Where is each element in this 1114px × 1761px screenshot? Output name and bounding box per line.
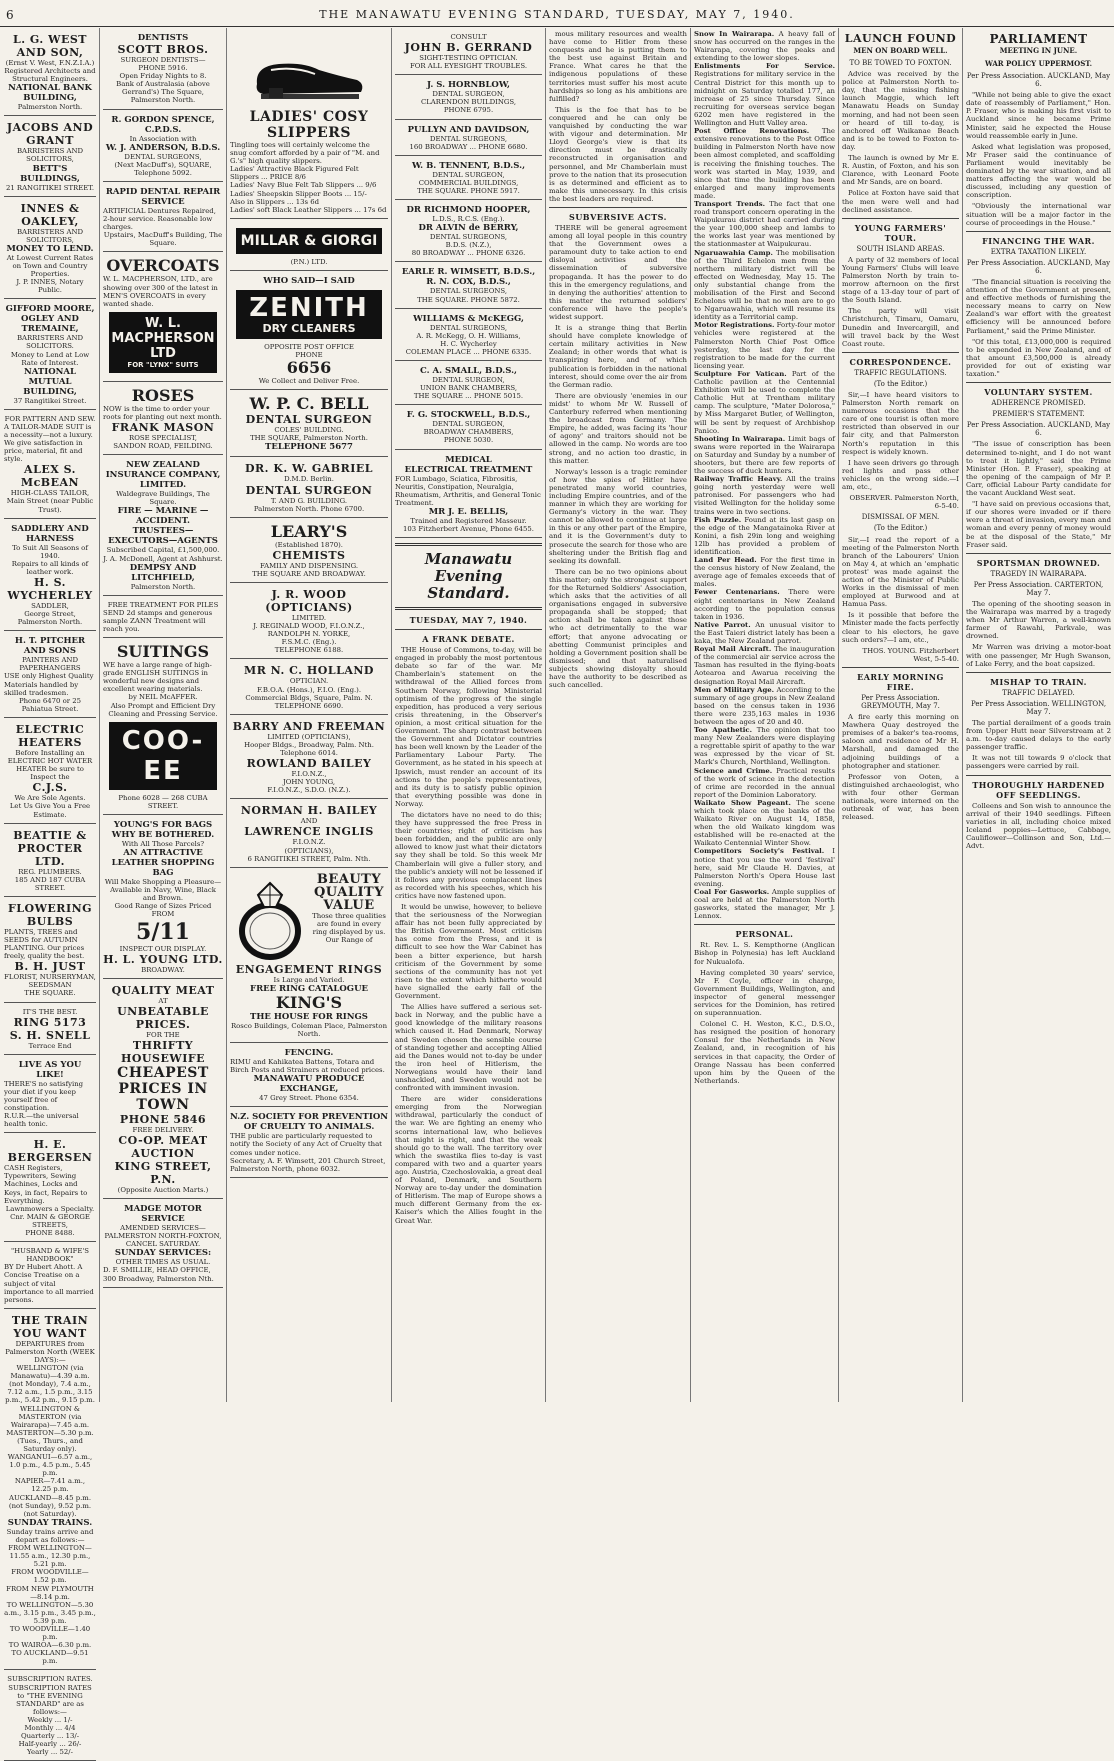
column-rule bbox=[226, 28, 227, 1402]
dateline: Per Press Association. GREYMOUTH, May 7. bbox=[861, 693, 940, 710]
ad-beattie-procter: BEATTIE & PROCTER LTD. REG. PLUMBERS. 185 AND 187 CUBA STREET. bbox=[4, 826, 96, 897]
column-9 bbox=[966, 30, 1111, 1402]
ad-hooper-deberry: DR RICHMOND HOOPER, L.D.S., R.C.S. (Eng.). DR ALVIN de BERRY, DENTAL SURGEONS, B.D.S. (N.Z.), 80 BROADWAY ... PHONE 6326. bbox=[395, 202, 542, 262]
ad-snell-butcher: IT'S THE BEST. RING 5173 S. H. SNELL Terrace End bbox=[4, 1005, 96, 1055]
article-paragraph: There can be no two opinions about this matter; only the strongest support for the Returned Soldiers' Association, which asks that the activities of all organisations engaged in subversive propaganda shall be stopped; that action shall be taken against those who act detrimentally to the war effort; that anyone advocating or abetting Communist principles and holding a Government position shall be dismissed; and that naturalised subjects showing disloyalty should have the authority to be described as such cancelled. bbox=[549, 567, 687, 690]
news-item: Waikato Show Pageant. The scene which took place on the banks of the Waikato River on August 14, 1858, when the old Waikato kingdom was established will be re-enacted at the Waikato Centennial Winter Show. bbox=[694, 798, 835, 848]
ad-stockwell-dental: F. G. STOCKWELL, B.D.S., DENTAL SURGEON, BROADWAY CHAMBERS, PHONE 5030. bbox=[395, 407, 542, 449]
article-headline: FINANCING THE WAR. bbox=[982, 235, 1095, 246]
newspaper-title: THE MANAWATU EVENING STANDARD, TUESDAY, MAY 7, 1940. bbox=[319, 8, 795, 21]
article-paragraph: Mr Warren was driving a motor-boat with one passenger, Mr Hugh Swanson, of Lake Ferry, and the boat capsized. bbox=[966, 643, 1111, 668]
column-rule bbox=[838, 28, 839, 1402]
article-subhead: MEN ON BOARD WELL. bbox=[853, 46, 948, 55]
ad-bergersen: H. E. BERGERSEN CASH Registers, Typewriters, Sewing Machines, Locks and Keys, in fact, Repairs to Everything. Lawnmowers a Specialty. Cnr. MAIN & GEORGE STREETS, PHONE 8488. bbox=[4, 1135, 96, 1242]
news-item: Shooting In Wairarapa. Limit bags of swans were reported in the Wairarapa on Saturday and Sunday by a number of shooters, but there are few reports of the success of duck hunters. bbox=[694, 434, 835, 476]
ad-jr-wood-opticians: J. R. WOOD (OPTICIANS) LIMITED. J. REGINALD WOOD, F.I.O.N.Z., RANDOLPH N. YORKE, F.S.M.C. (Eng.). TELEPHONE 6188. bbox=[230, 585, 388, 659]
ad-youngs-bags: YOUNG'S FOR BAGS WHY BE BOTHERED. With All Those Parcels? AN ATTRACTIVE LEATHER SHOPPING BAG Will Make Shopping a Pleasure— Available in Navy, Wine, Black and Brown. Good Range of Sizes Priced FROM 5/11 INSPECT OUR DISPLAY. H. L. YOUNG LTD. BROADWAY. bbox=[103, 817, 223, 979]
article-paragraph: mous military resources and wealth have come to Hitler from these conquests and he is putting them to the best use against Britain and France. What cares he that the indigenous populations of these territories must suffer his most acute hardships so long as his ambitions are fulfilled? bbox=[549, 30, 687, 103]
news-item: Snow In Wairarapa. A heavy fall of snow has occurred on the ranges in the Wairarapa, covering the peaks and extending to the lower slopes. bbox=[694, 30, 835, 63]
millar-giorgi-logo: MILLAR & GIORGI bbox=[236, 228, 382, 254]
news-item: Motor Registrations. Forty-four motor vehicles were registered at the Palmerston North Chief Post Office yesterday, the last day for the registration to be made for the current licensing year. bbox=[694, 321, 835, 370]
ad-williams-mckegg: WILLIAMS & McKEGG, DENTAL SURGEONS, A. R. McKegg, O. H. Williams, H. C. Wycherley COLEMAN PLACE ... PHONE 6335. bbox=[395, 311, 542, 361]
ad-gordon-spence: R. GORDON SPENCE, C.P.D.S. In Association with W. J. ANDERSON, B.D.S. DENTAL SURGEONS, (Next MacDuff's), SQUARE, Telephone 5092. bbox=[103, 112, 223, 182]
personal-item: Having completed 30 years' service, Mr F. Coyle, officer in charge, Government Buildings, Wellington, and inspector of general messenger services for the Dominion, has retired on superannuation. bbox=[694, 968, 835, 1018]
ad-handbook: "HUSBAND & WIFE'S HANDBOOK" BY Dr Hubert Ahott. A Concise Treatise on a subject of vital importance to all married persons. bbox=[4, 1244, 96, 1309]
article-paragraph: There are wider considerations emerging from the Norwegian withdrawal, particularly the conduct of the war. We are fighting an enemy who scorns international law, who believes that might is right, and that the weak should go to the wall. The territory over which the swastika flies to-day is vast compared with two and a quarter years ago. Austria, Czechoslovakia, a great deal of Poland, Denmark, and Southern Norway are to-day under the domination of Hitlerism. The map of Europe shows a much different Germany from the ex-Kaiser's which the Allies fought in the Great War. bbox=[395, 1095, 542, 1225]
ad-medical-electrical: MEDICAL ELECTRICAL TREATMENT FOR Lumbago, Sciatica, Fibrositis, Neuritis, Constipation, Neuralgia, Rheumatism, Arthritis, and General Tonic Treatment. MR J. E. BELLIS, Trained and Registered Masseur. 103 Fitzherbert Avenue, Phone 6455. bbox=[395, 452, 542, 539]
column-rule bbox=[99, 28, 100, 1402]
ad-barry-freeman: BARRY AND FREEMAN LIMITED (OPTICIANS), Hooper Bldgs., Broadway, Palm. Nth. Telephone 6014. ROWLAND BAILEY F.I.O.N.Z., JOHN YOUNG, F.I.O.N.Z., S.D.O. (N.Z.). bbox=[230, 717, 388, 800]
article-subhead: TRAFFIC REGULATIONS. bbox=[854, 368, 947, 377]
ad-hornblow: J. S. HORNBLOW, DENTAL SURGEON, CLARENDON BUILDINGS, PHONE 6795. bbox=[395, 77, 542, 119]
page-number: 6 bbox=[6, 8, 14, 22]
article-paragraph: The Allies have suffered a serious set-back in Norway, and the public have a good knowledge of the military reasons which caused it. Had Denmark, Norway and Sweden chosen the sensible course of standing together and accepting Allied aid the Danes would not to-day be under the iron heel of Hitlerism, the Norwegians would have their land unshackled, and Sweden would not be confronted with imminent invasion. bbox=[395, 1003, 542, 1093]
news-item: Men of Military Age. According to the summary of age groups in New Zealand based on the census taken in 1936 there were 235,163 males in 1936 between the ages of 20 and 40. bbox=[694, 685, 835, 726]
ad-gerrand-optician: CONSULT JOHN B. GERRAND SIGHT-TESTING OPTICIAN. FOR ALL EYESIGHT TROUBLES. bbox=[395, 30, 542, 75]
ad-pullyn-davidson: PULLYN AND DAVIDSON, DENTAL SURGEONS, 160 BROADWAY ... PHONE 6680. bbox=[395, 122, 542, 156]
correspondence-heading: CORRESPONDENCE. bbox=[849, 356, 952, 367]
article-paragraph: A fire early this morning on Mawhera Quay destroyed the premises of a baker's tea-rooms, saloon and residence of Mr H. Marshall, and damaged the adjoining buildings of a photographer and stationer. bbox=[842, 713, 959, 770]
news-item: Railway Traffic Heavy. All the trains going north yesterday were well patronised. For passengers who had visited Wellington for the holiday some trains were in two sections. bbox=[694, 475, 835, 516]
article-paragraph: "The financial situation is receiving the attention of the Government at present, and effective methods of furnishing the necessary means to carry on New Zealand's war effort with the greatest efficiency will be announced before Parliament," said the Prime Minister. bbox=[966, 277, 1111, 335]
column-8 bbox=[842, 30, 959, 1402]
train-timetable: THE TRAIN YOU WANT DEPARTURES from Palmerston North (WEEK DAYS):— WELLINGTON (via Manawatu)—4.39 a.m. (not Monday), 7.4 a.m., 7.12 a.m., 1.5 p.m., 3.15 p.m., 5.42 p.m., 9.15 p.m. WELLINGTON & MASTERTON (via Wairarapa)—7.45 a.m. MASTERTON—5.30 p.m. (Tues., Thurs., and Saturday only). WANGANUI—6.57 a.m., 1.0 p.m., 4.5 p.m., 5.45 p.m. NAPIER—7.41 a.m., 12.25 p.m. AUCKLAND—8.45 p.m. (not Sunday), 9.52 p.m. (not Saturday). SUNDAY TRAINS. Sunday trains arrive and depart as follows:— FROM WELLINGTON—11.55 a.m., 12.30 p.m., 5.21 p.m. FROM WOODVILLE—1.52 p.m. FROM NEW PLYMOUTH—8.14 p.m. TO WELLINGTON—5.30 a.m., 3.15 p.m., 3.45 p.m., 5.39 p.m. TO WOODVILLE—1.40 p.m. TO WAIROA—6.30 p.m. TO AUCKLAND—9.51 p.m. bbox=[4, 1311, 96, 1671]
column-rule bbox=[962, 28, 963, 1402]
ad-gifford-moore: GIFFORD MOORE, OGLEY AND TREMAINE, BARRISTERS AND SOLICITORS. Money to Lend at Low Rate of Interest. NATIONAL MUTUAL BUILDING, 37 Rangitikei Street. bbox=[4, 301, 96, 409]
article-subhead: TRAGEDY IN WAIRARAPA. bbox=[990, 569, 1087, 578]
ad-zenith-dry-cleaners: WHO SAID—I SAID ZENITH DRY CLEANERS OPPOSITE POST OFFICE PHONE 6656 We Collect and Deliver Free. bbox=[230, 273, 388, 390]
column-rule bbox=[391, 28, 392, 1402]
ad-scott-bros: DENTISTS SCOTT BROS. SURGEON DENTISTS— PHONE 5916. Open Friday Nights to 8. Bank of Australasia (above Gerrand's) The Square, Palmerston North. bbox=[103, 30, 223, 110]
ad-fencing: FENCING. RIMU and Kahikatea Battens, Totara and Birch Posts and Strainers at reduced prices. MANAWATU PRODUCE EXCHANGE, 47 Grey Street. Phone 6354. bbox=[230, 1045, 388, 1107]
ad-madge-motor: MADGE MOTOR SERVICE AMENDED SERVICES— PALMERSTON NORTH-FOXTON, CANCEL SATURDAY. SUNDAY SERVICES: OTHER TIMES AS USUAL. D. F. SMILLIE, HEAD OFFICE, 300 Broadway, Palmerston Nth. bbox=[103, 1201, 223, 1288]
ad-learys-chemists: LEARY'S (Established 1870). CHEMISTS FAMILY AND DISPENSING. THE SQUARE AND BROADWAY. bbox=[230, 520, 388, 583]
letter-paragraph: Is it possible that before the Minister made the facts perfectly clear to his electors, he gave such orders?—I am, etc., bbox=[842, 611, 959, 644]
column-6-news-items bbox=[694, 30, 835, 1402]
article-headline: SUBVERSIVE ACTS. bbox=[569, 211, 667, 222]
ad-bell-dental: W. P. C. BELL DENTAL SURGEON COLES' BUILDING. THE SQUARE, Palmerston North. TELEPHONE 5677 bbox=[230, 392, 388, 457]
article-paragraph: THE House of Commons, to-day, will be engaged in probably the most portentous debate so far of the war. Mr Chamberlain's statement on the withdrawal of the Allied forces from Southern Norway, following Ministerial optimism of the progress of the single expedition, has produced a very serious crisis threatening, in the Observer's opinion, a most critical situation for the Government. The sharp contrast between the Government and Dictator countries has been well known by the Leader of the Parliamentary Labour Party. The Government, as he stated in his speech at Ipswich, must render an account of its actions to the people's representatives, and its duty is to satisfy public opinion that everything possible was done in Norway. bbox=[395, 646, 542, 808]
news-item: Competitors Society's Festival. I notice that you use the word 'festival' here, said Mr Claude H. Davies, at Palmerston North's Opera House last evening. bbox=[694, 847, 835, 888]
dateline: Per Press Association. AUCKLAND, May 6. bbox=[966, 421, 1111, 438]
ad-flowering-bulbs: FLOWERING BULBS PLANTS, TREES and SEEDS for AUTUMN PLANTING. Our prices freely, quality the best. B. H. JUST FLORIST, NURSERYMAN, SEEDSMAN THE SQUARE. bbox=[4, 899, 96, 1003]
ad-nz-insurance: NEW ZEALAND INSURANCE COMPANY, LIMITED. Waldegrave Buildings, The Square. FIRE — MARINE — ACCIDENT. TRUSTEES—EXECUTORS—AGENTS Subscribed Capital, £1,500,000. J. A. McDonell, Agent at Ashhurst. DEMPSY AND LITCHFIELD, Palmerston North. bbox=[103, 457, 223, 595]
article-paragraph: It was not till towards 9 o'clock that passengers were carried by rail. bbox=[966, 754, 1111, 771]
news-item: Science and Crime. Practical results of the work of science in the detection of crime are recorded in the annual report of the Dominion Laboratory. bbox=[694, 766, 835, 799]
ad-west-architects: L. G. WEST AND SON, (Ernst V. West, F.N.Z.I.A.) Registered Architects and Structural Engineers. NATIONAL BANK BUILDING, Palmerston North. bbox=[4, 30, 96, 116]
news-item: Post Office Renovations. The extensive renovations to the Post Office building in Palmerston North have now been almost completed, and scaffolding is receiving the finishing touches. The work was started in May, 1939, and since that time the building has been enlarged and many improvements made. bbox=[694, 127, 835, 200]
news-item: Too Apathetic. The opinion that too many New Zealanders were displaying a regrettable spirit of apathy to the war was expressed by the vicar of St. Mark's Church, Northland, Wellington. bbox=[694, 726, 835, 767]
news-item: Fewer Centenarians. There were eight centenarians in New Zealand according to the population census taken in 1936. bbox=[694, 588, 835, 621]
article-paragraph: A party of 32 members of local Young Farmers' Clubs will leave Palmerston North by train to-morrow afternoon on the first stage of a 13-day tour of part of the South Island. bbox=[842, 255, 959, 305]
article-paragraph: "Obviously the international war situation will be a major factor in the course of proceedings in the House." bbox=[966, 202, 1111, 227]
ad-small-dental: C. A. SMALL, B.D.S., DENTAL SURGEON, UNION BANK CHAMBERS, THE SQUARE ... PHONE 5015. bbox=[395, 363, 542, 405]
article-paragraph: Police at Foxton have said that the men were well and had declined assistance. bbox=[842, 189, 959, 214]
article-subhead: DISMISSAL OF MEN. bbox=[861, 513, 940, 522]
ad-jacobs-grant: JACOBS AND GRANT BARRISTERS AND SOLICITORS, BETT'S BUILDINGS, 21 RANGITIKEI STREET. bbox=[4, 118, 96, 196]
to-the-editor: (To the Editor.) bbox=[873, 524, 928, 533]
ad-seedlings-heading: THOROUGHLY HARDENED OFF SEEDLINGS. bbox=[972, 779, 1105, 800]
macpherson-logo: W. L. MACPHERSON LTD FOR "LYNX" SUITS bbox=[109, 312, 217, 373]
article-paragraph: Professor von Ooten, a distinguished archaeologist, who with four other German nationals, were interned on the outbreak of war, has been released. bbox=[842, 772, 959, 822]
dateline: Per Press Association. AUCKLAND, May 6. bbox=[966, 258, 1111, 275]
ad-wycherley-saddler: SADDLERY AND HARNESS To Suit All Seasons of 1940. Repairs to all kinds of leather work. H. S. WYCHERLEY SADDLER, George Street, Palmerston North. bbox=[4, 521, 96, 632]
personal-item: Colonel C. H. Weston, K.C., D.S.O., has resigned the position of honorary Consul for the Netherlands in New Zealand, and, in recognition of his services in that capacity, the Order of Orange Nassau has been conferred upon him by the Queen of the Netherlands. bbox=[694, 1020, 835, 1085]
personal-heading: PERSONAL. bbox=[735, 929, 794, 940]
dateline: Per Press Association. AUCKLAND, May 6. bbox=[966, 72, 1111, 89]
ad-gabriel-dental: DR. K. W. GABRIEL D.M.D. Berlin. DENTAL SURGEON T. AND G. BUILDING. Palmerston North. Phone 6700. bbox=[230, 459, 388, 517]
cooee-logo: COO-EE bbox=[109, 722, 217, 790]
ad-electric-heaters: ELECTRIC HEATERS Before Installing an ELECTRIC HOT WATER HEATER be sure to Inspect the C.J.S. We Are Sole Agents. Let Us Give You a Free Estimate. bbox=[4, 720, 96, 824]
article-subhead: SOUTH ISLAND AREAS. bbox=[856, 244, 945, 253]
news-item: Royal Mail Aircraft. The inauguration of the commercial air service across the Tasman has resulted in the flying-boats Aotearoa and Awarua receiving the designation Royal Mail Aircraft. bbox=[694, 645, 835, 686]
editorial-date: TUESDAY, MAY 7, 1940. bbox=[409, 615, 528, 626]
news-item: Sculpture For Vatican. Part of the Catholic pavilion at the Centennial Exhibition will be used to complete the Catholic Hut at Trentham military camp. The sculpture, "Mater Dolorosa," by Miss Margaret Butler, of Wellington, will be sent by request of Archbishop Panico. bbox=[694, 369, 835, 435]
article-headline: PARLIAMENT bbox=[989, 32, 1088, 46]
news-item: Coal For Gasworks. Ample supplies of coal are held at the Palmerston North gasworks, stated the manager, Mr J. Lennox. bbox=[694, 887, 835, 921]
dateline: Per Press Association. CARTERTON, May 7. bbox=[973, 580, 1104, 597]
letter-signoff: OBSERVER. Palmerston North, 6-5-40. bbox=[849, 494, 959, 511]
article-paragraph: The opening of the shooting season in the Wairarapa was marred by a tragedy when Mr Arthur Warren, a well-known farmer of Rawahi, Parkvale, was drowned. bbox=[966, 599, 1111, 641]
ad-piles-treatment: FREE TREATMENT FOR PILES SEND 2d stamps and generous sample ZANN Treatment will reach you. bbox=[103, 598, 223, 638]
letter-paragraph: Sir,—I read the report of a meeting of the Palmerston North branch of the Labourers' Union on May 4, at which an 'emphatic protest' was made against the action of the Minister of Public Works in the dismissal of men employed at Burwood and at Hamua Pass. bbox=[842, 535, 959, 609]
article-paragraph: The dictators have no need to do this; they have suppressed the free Press in their countries; right of criticism has been forbidden, and the public are only allowed to know just what their dictators say they shall be told. So this week Mr Chamberlain will give a fuller story, and the public's anxiety will not be lessened if it follows any previous complacent lines as recorded with his speeches, which his critics have now fastened upon. bbox=[395, 810, 542, 900]
letter-paragraph: I have seen drivers go through red lights and pass other vehicles on the wrong side.—I am, etc., bbox=[842, 458, 959, 492]
ad-pitcher-painters: H. T. PITCHER AND SONS PAINTERS AND PAPERHANGERS USE only Highest Quality Materials handled by skilled tradesmen. Phone 6470 or 25 Pahiatua Street. bbox=[4, 633, 96, 718]
column-3-ads bbox=[230, 30, 388, 1402]
ad-spca: N.Z. SOCIETY FOR PREVENTION OF CRUELTY TO ANIMALS. THE public are particularly requested to notify the Society of any Act of Cruelty that comes under notice. Secretary, A. F. Wimsett, 201 Church Street, Palmerston North, phone 6032. bbox=[230, 1109, 388, 1177]
article-subhead: WAR POLICY UPPERMOST. bbox=[984, 59, 1093, 68]
letter-paragraph: Sir,—I have heard visitors to Palmerston North remark on numerous occasions that the care of one tourist is often more restricted than observed in our fair city, and that Palmerston North's reputation in this respect is widely known. bbox=[842, 391, 959, 456]
news-item: Transport Trends. The fact that one road transport concern operating in the Waipukurau district had carried during the year 100,000 sheep and lambs to the works last year was mentioned by the stationmaster at Waipukurau. bbox=[694, 199, 836, 249]
news-item: Land Per Head. For the first time in the census history of New Zealand, the average age of females exceeds that of males. bbox=[694, 556, 835, 589]
article-paragraph: "Of this total, £13,000,000 is required to be expended in New Zealand, and of that amount £3,500,000 is already provided for out of existing war taxation." bbox=[966, 337, 1111, 378]
column-rule bbox=[690, 28, 691, 1402]
article-headline: YOUNG FARMERS' TOUR. bbox=[854, 222, 947, 243]
ad-mcbean-tailor: FOR PATTERN AND SEW. A TAILOR-MADE SUIT is a necessity—not a luxury. We give satisfaction in price, material, fit and style. ALEX S. McBEAN HIGH-CLASS TAILOR, Main Street (near Public Trust). bbox=[4, 412, 96, 519]
column-rule bbox=[545, 28, 546, 1402]
ad-bailey-inglis: NORMAN H. BAILEY AND LAWRENCE INGLIS F.I.O.N.Z. (OPTICIANS), 6 RANGITIKEI STREET, Palm. Nth. bbox=[230, 801, 388, 867]
column-2-ads bbox=[103, 30, 223, 1402]
article-subhead: ADHERENCE PROMISED. bbox=[991, 399, 1086, 408]
column-4 bbox=[395, 30, 542, 1402]
article-headline: SPORTSMAN DROWNED. bbox=[976, 557, 1101, 568]
article-paragraph: "I have said on previous occasions that, if our shores were invaded or if there were a threat of invasion, every man and woman and every penny of money would be at the disposal of the State," Mr Fraser said. bbox=[966, 500, 1111, 549]
article-paragraph: The launch is owned by Mr E. R. Austin, of Foxton, and his son Clarence, with Leonard Foote and Mr Sands, are on board. bbox=[842, 154, 959, 187]
dateline: Per Press Association. WELLINGTON, May 7. bbox=[970, 699, 1107, 716]
ad-seedlings-text: Colleens and Son wish to announce the arrival of their 1940 seedlings. Fifteen varieties in all, including choice mixed Iceland poppies—Lettuce, Cabbage, Cauliflower—Collinson and Son, Ltd.—Advt. bbox=[966, 801, 1111, 851]
personal-item: Rt. Rev. L. S. Kempthorne (Anglican Bishop in Polynesia) has left Auckland for Nukualofa. bbox=[694, 941, 835, 966]
article-headline: LAUNCH FOUND bbox=[844, 32, 957, 45]
article-subhead: PREMIER'S STATEMENT. bbox=[992, 410, 1085, 419]
slipper-illustration bbox=[249, 36, 369, 106]
column-1-ads bbox=[4, 30, 96, 1757]
article-paragraph: The party will visit Christchurch, Timaru, Oamaru, Dunedin and Invercargill, and will travel back by the West Coast route. bbox=[842, 307, 959, 348]
article-paragraph: "While not being able to give the exact date of reassembly of Parliament," Hon. P. Fraser, who is making his first visit to Auckland since he became Prime Minister, said he expected the House would reassemble early in June. bbox=[966, 91, 1111, 140]
ad-macpherson-overcoats: OVERCOATS W. L. MACPHERSON, LTD., are showing over 300 of the latest in MEN'S OVERCOATS in every wanted shade. W. L. MACPHERSON LTD FOR "LYNX" SUITS bbox=[103, 254, 223, 381]
article-paragraph: This is the foe that has to be conquered and he can only be vanquished by conducting the war with vigour and determination. Mr Lloyd George's view is that its direction must be drastically reconstructed in organisation and personnel, and Mr Chamberlain must prove to the nation that its prosecution is as determined and efficient as to make this unnecessary. In this crisis the best leaders are required. bbox=[549, 105, 687, 203]
engagement-ring-illustration bbox=[230, 873, 310, 963]
article-paragraph: THERE will be general agreement among all loyal people in this country that the Government owes a paramount duty to take action to end disloyal activities and the dissemination of subversive propaganda. It has the power to do this in the emergency regulations, and in denying the authorities' attention to this matter the returned soldiers' conference will have the people's widest support. bbox=[549, 223, 687, 321]
subscription-rates: SUBSCRIPTION RATES. SUBSCRIPTION RATES to "THE EVENING STANDARD" are as follows:— Weekly ... 1/- Monthly ... 4/4 Quarterly ... 13/- Half-yearly ... 26/- Yearly ... 52/- bbox=[4, 1672, 96, 1761]
news-item: Native Parrot. An unusual visitor to the East Taieri district lately has been a kaka, the New Zealand parrot. bbox=[694, 620, 835, 646]
article-subhead: TRAFFIC DELAYED. bbox=[1002, 688, 1075, 697]
ad-wimsett-cox: EARLE R. WIMSETT, B.D.S., R. N. COX, B.D.S., DENTAL SURGEONS, THE SQUARE. PHONE 5872. bbox=[395, 264, 542, 308]
article-headline: VOLUNTARY SYSTEM. bbox=[984, 387, 1093, 398]
ad-tennent: W. B. TENNENT, B.D.S., DENTAL SURGEON, COMMERCIAL BUILDINGS, THE SQUARE. PHONE 5917. bbox=[395, 158, 542, 200]
masthead bbox=[0, 0, 1114, 27]
article-paragraph: The partial derailment of a goods train from Upper Hutt near Silverstream at 2 a.m. to-day caused delays to the early passenger traffic. bbox=[966, 719, 1111, 752]
article-paragraph: It is a strange thing that Berlin should have complete knowledge of certain military activities in New Zealand; in other words that what is transpiring here, and of which publication is forbidden in the national interest, should come over the air from the German radio. bbox=[549, 324, 687, 389]
ad-kings-rings: BEAUTY QUALITY VALUE Those three qualities are found in every ring displayed by us. Our Range of ENGAGEMENT RINGS Is Large and Varied. FREE RING CATALOGUE KING'S THE HOUSE FOR RINGS Rosco Buildings, Coleman Place, Palmerston North. bbox=[230, 870, 388, 1043]
article-subhead: TO BE TOWED TO FOXTON. bbox=[849, 59, 952, 67]
article-subhead: EXTRA TAXATION LIKELY. bbox=[990, 247, 1087, 256]
letter-signoff: THOS. YOUNG. Fitzherbert West, 5-5-40. bbox=[862, 646, 959, 663]
article-headline: EARLY MORNING FIRE. bbox=[857, 671, 944, 692]
article-paragraph: Advice was received by the police at Palmerston North to-day, that the missing fishing launch Maggie, which left Manawatu Heads on Sunday morning, and had not been seen or heard of till to-day, is anchored off Waikanae Beach and is to be towed to Foxton to-day. bbox=[842, 70, 959, 151]
ad-ladies-slippers: LADIES' COSY SLIPPERS Tingling toes will certainly welcome the snug comfort afforded by a pair of "M. and G.'s" high quality slippers. Ladies' Attractive Black Figured Felt Slippers ... PRICE 8/6 Ladies' Navy Blue Felt Tab Slippers ... 9/6 Ladies' Sheepskin Slipper Boots ... 15/- Also in Slippers ... 13s 6d Ladies' soft Black Leather Slippers ... 17s 6d bbox=[230, 30, 388, 219]
ad-millar-giorgi: MILLAR & GIORGI (P.N.) LTD. bbox=[230, 221, 388, 271]
ad-holland-optician: MR N. C. HOLLAND OPTICIAN. F.B.O.A. (Hons.), F.I.O. (Eng.). Commercial Bldgs, Square, Palm. N. TELEPHONE 6690. bbox=[230, 661, 388, 714]
article-subhead: MEETING IN JUNE. bbox=[999, 46, 1078, 55]
to-the-editor: (To the Editor.) bbox=[873, 379, 928, 388]
news-item: Ngaruawahia Camp. The mobilisation of the Third Echelon men from the northern military district will be effected on Wednesday, May 15. The only substantial change from the mobilisation of the First and Second Echelons will be that no men are to go to Ngaruawahia, which will resume its identity as a Territorial camp. bbox=[694, 248, 835, 322]
editorial-masthead: Manawatu Evening Standard. bbox=[424, 550, 513, 603]
ad-dental-repair: RAPID DENTAL REPAIR SERVICE ARTIFICIAL Dentures Repaired, 2-hour service. Reasonable low charges. Upstairs, MacDuff's Building, The Square. bbox=[103, 184, 223, 252]
article-headline: A FRANK DEBATE. bbox=[422, 634, 515, 645]
ad-roses: ROSES NOW is the time to order your roots for planting out next month. FRANK MASON ROSE SPECIALIST, SANDON ROAD, FEILDING. bbox=[103, 384, 223, 455]
article-paragraph: "The issue of conscription has been determined to-night, and I do not want to treat it lightly," said the Prime Minister (Hon. P. Fraser), speaking at the opening of the campaign of Mr P. Carr, official Labour Party candidate for the vacant Auckland West seat. bbox=[966, 440, 1111, 498]
news-item: Enlistments For Service. Registrations for military service in the Central District for this month up to midnight on Saturday totalled 177, an increase of 25 since Thursday. Since recruiting for overseas service began 6202 men have registered in the Wellington and Hutt Valley area. bbox=[694, 62, 835, 128]
ad-live-as-you-like: LIVE AS YOU LIKE! THERE'S no satisfying your diet if you keep yourself free of constipation. R.U.R.—the universal health tonic. bbox=[4, 1057, 96, 1134]
article-paragraph: Asked what legislation was proposed, Mr Fraser said the continuance of Parliament would inevitably be dominated by the war situation, and all matters affecting the war would be discussed, including any question of conscription. bbox=[966, 142, 1111, 200]
ad-quality-meat: QUALITY MEAT AT UNBEATABLE PRICES. FOR THE THRIFTY HOUSEWIFE CHEAPEST PRICES IN TOWN PHONE 5846 FREE DELIVERY. CO-OP. MEAT AUCTION KING STREET, P.N. (Opposite Auction Marts.) bbox=[103, 981, 223, 1199]
news-item: Fish Puzzle. Found at its last gasp on the edge of the Mangatainoka River at Konini, a fish 29in long and weighing 12lb has provided a problem of identification. bbox=[694, 515, 835, 556]
article-paragraph: Norway's lesson is a tragic reminder of how the spies of Hitler have penetrated many world countries, including Empire countries, and of the manner in which they are working for Germany's victory in the war. They cannot be allowed to continue at large in this or any other part of the Empire, and it is the Government's duty to prosecute the search for those who are sheltering under the British flag and seeking its downfall. bbox=[549, 467, 687, 565]
ad-suitings: SUITINGS WE have a large range of high-grade ENGLISH SUITINGS in wonderful new designs and excellent wearing materials. by NEIL McAFFER. Also Prompt and Efficient Dry Cleaning and Pressing Service. COO-EE Phone 6028 — 268 CUBA STREET. bbox=[103, 640, 223, 815]
article-paragraph: There are obviously 'enemies in our midst' to whom Mr W. Russell of Canterbury referred when mentioning the broadcast from Germany. The Empire, he added, was facing its 'hour of agony' and traitors should not be allowed in the camp. No words are too strong, and no action too drastic, in this matter. bbox=[549, 391, 687, 465]
zenith-logo: ZENITH DRY CLEANERS bbox=[236, 290, 382, 339]
ad-innes-oakley: INNES & OAKLEY, BARRISTERS AND SOLICITORS, MONEY TO LEND. At Lowest Current Rates on Town and Country Properties. J. P. INNES, Notary Public. bbox=[4, 199, 96, 300]
column-5 bbox=[549, 30, 687, 1402]
article-headline: MISHAP TO TRAIN. bbox=[990, 676, 1087, 687]
article-paragraph: It would be unwise, however, to believe that the seriousness of the Norwegian affair has not been fully appreciated by the British Government. Most criticism has come from the Press, and it is difficult to see how the War Cabinet has been a bitter experience, but harsh criticism of the Government by some sections of the community has not yet risen to the extent which hitherto would have signalled the early fall of the Government. bbox=[395, 903, 542, 1001]
